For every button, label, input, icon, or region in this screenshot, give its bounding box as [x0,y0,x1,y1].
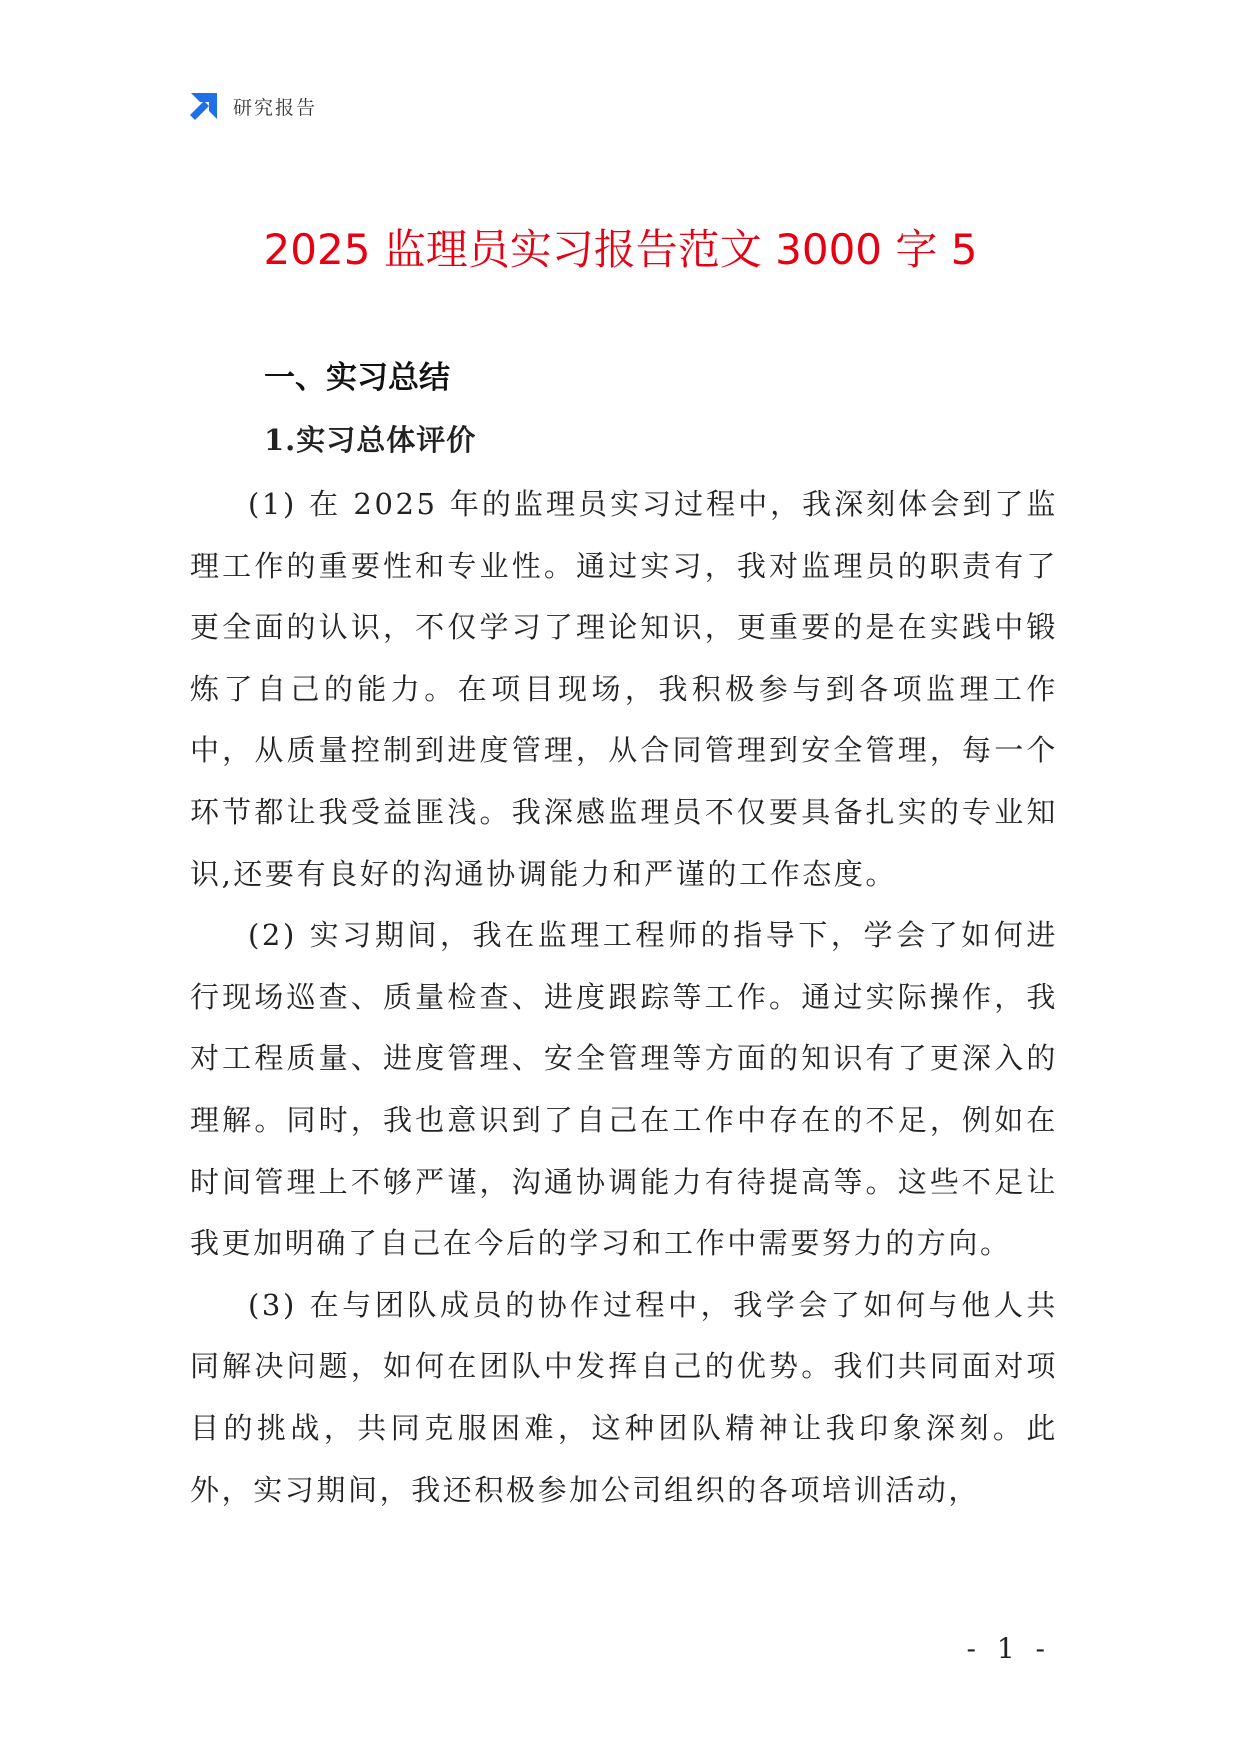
subsection-heading: 1.实习总体评价 [264,423,477,457]
document-header [187,88,317,124]
paragraph: (1) 在 2025 年的监理员实习过程中，我深刻体会到了监理工作的重要性和专业性。通过实习，我对监理员的职责有了更全面的认识，不仅学习了理论知识，更重要的是在实践中锻炼了自己的能力。在项目现场，我积极参与到各项监理工作中，从质量控制到进度管理，从合同管理到安全管理，每一个环节都让我受益匪浅。我深感监理员不仅要具备扎实的专业知识,还要有良好的沟通协调能力和严谨的工作态度。 [190,487,1058,891]
paragraph: (2) 实习期间，我在监理工程师的指导下，学会了如何进行现场巡查、质量检查、进度跟踪等工作。通过实际操作，我对工程质量、进度管理、安全管理等方面的知识有了更深入的理解。同时，我也意识到了自己在工作中存在的不足，例如在时间管理上不够严谨，沟通协调能力有待提高等。这些不足让我更加明确了自己在今后的学习和工作中需要努力的方向。 [190,918,1058,1261]
body-text [190,474,1058,1521]
arrow-up-right-icon [187,89,221,123]
paragraph: (3) 在与团队成员的协作过程中，我学会了如何与他人共同解决问题，如何在团队中发挥自己的优势。我们共同面对项目的挑战，共同克服困难，这种团队精神让我印象深刻。此外，实习期间，我还积极参加公司组织的各项培训活动， [190,1287,1058,1507]
header-label: 研究报告 [233,96,318,119]
section-heading: 一、实习总结 [264,360,450,396]
document-title: 2025 监理员实习报告范文 3000 字 5 [263,225,978,274]
page-number: - 1 - [966,1632,1051,1665]
